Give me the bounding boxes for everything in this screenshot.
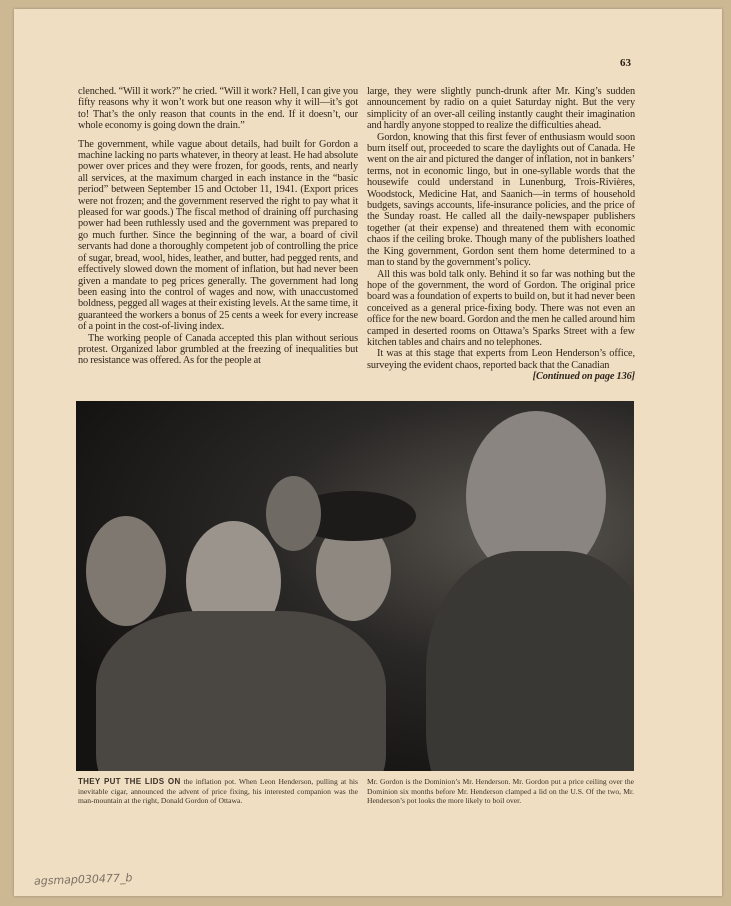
figure-body <box>96 611 386 771</box>
paragraph: It was at this stage that experts from Leon Henderson’s office, surveying the evident chaos, reported back that the Canadian <box>367 348 635 371</box>
figure-head <box>266 476 321 551</box>
caption-title: THEY PUT THE LIDS ON <box>78 777 181 786</box>
left-text-column <box>78 86 358 367</box>
caption-right: Mr. Gordon is the Dominion’s Mr. Henderson. Mr. Gordon put a price ceiling over the Dominion six months before Mr. Henderson clamped a lid on the U.S. Of the two, Mr. Henderson’s pot looks the more likely to boil over. <box>367 777 634 806</box>
caption-left <box>78 777 358 806</box>
figure-head <box>86 516 166 626</box>
page-number: 63 <box>620 57 631 69</box>
paragraph: All this was bold talk only. Behind it so far was nothing but the hope of the government, the word of Gordon. The original price board was a foundation of experts to build on, but it had never been conceived as a general price-fixing body. There was not even an office for the new board. Gordon and the men he called around him camped in deserted rooms on Ottawa’s Sparks Street with a few kitchen tables and chairs and no telephones. <box>367 268 635 348</box>
paragraph: Gordon, knowing that this first fever of enthusiasm would soon burn itself out, proceeded to scare the daylights out of Canada. He went on the air and pictured the danger of inflation, not in bankers’ terms, not in economic lingo, but in one-syllable words that the housewife could understand in Lunenburg, Trois-Rivières, Woodstock, Medicine Hat, and Saanich—in terms of household budgets, savings accounts, life-insurance policies, and the price of the Sunday roast. He called all the daily-newspaper publishers together (at their expense) and threatened them with economic chaos if the ceiling broke. Though many of the publishers loathed the King government, Gordon sent them home determined to a man to stand by the government’s policy. <box>367 131 635 269</box>
continued-note: [Continued on page 136] <box>532 371 635 383</box>
paragraph: The government, while vague about details, had built for Gordon a machine lacking no parts whatever, in theory at least. He had absolute power over prices and they were frozen, for goods, rents, and nearly all services, at the maximum charged in each instance in the “basic period” between September 15 and October 11, 1941. (Export prices were not frozen; and the government reserved the right to pay what it pleased for war goods.) The fiscal method of draining off purchasing power had been ruthlessly used and the government was prepared to go much further. Since the beginning of the war, a board of civil servants had done a thoroughly competent job of controlling the price of sugar, bread, wool, hides, leather, and butter, had pegged rents, and effectively slowed down the moment of inflation, but had never been given a mandate to peg prices generally. The government had long been easing into the control of wages and now, with unaccustomed boldness, pegged all wages at their existing levels. At the same time, it guaranteed the workers a bonus of 25 cents a week for every increase of a point in the cost-of-living index. <box>78 138 358 333</box>
paragraph: large, they were slightly punch-drunk after Mr. King’s sudden announcement by radio on a quiet Saturday night. But the very simplicity of an over-all ceiling instantly caught their imagination and hardly anyone stopped to realize the difficulties ahead. <box>367 86 635 132</box>
news-photo <box>76 401 634 771</box>
paragraph: The working people of Canada accepted this plan without serious protest. Organized labor grumbled at the freezing of inequalities but no resistance was offered. As for the people at <box>78 332 358 367</box>
figure-body <box>426 551 634 771</box>
paragraph: clenched. “Will it work?” he cried. “Will it work? Hell, I can give you fifty reasons why it won’t work but one reason why it will—it’s got to! That’s the only reason that counts in the end. If it doesn’t, our whole economy is going down the drain.” <box>78 86 358 132</box>
caption-text: the inflation pot. When Leon Henderson, pulling at his inevitable cigar, announced the advent of price fixing, his interested companion was the man-mountain at the right, Donald Gordon of Ottawa. <box>78 777 358 806</box>
handwritten-id: agsmap030477_b <box>33 871 133 888</box>
right-text-column <box>367 86 635 383</box>
